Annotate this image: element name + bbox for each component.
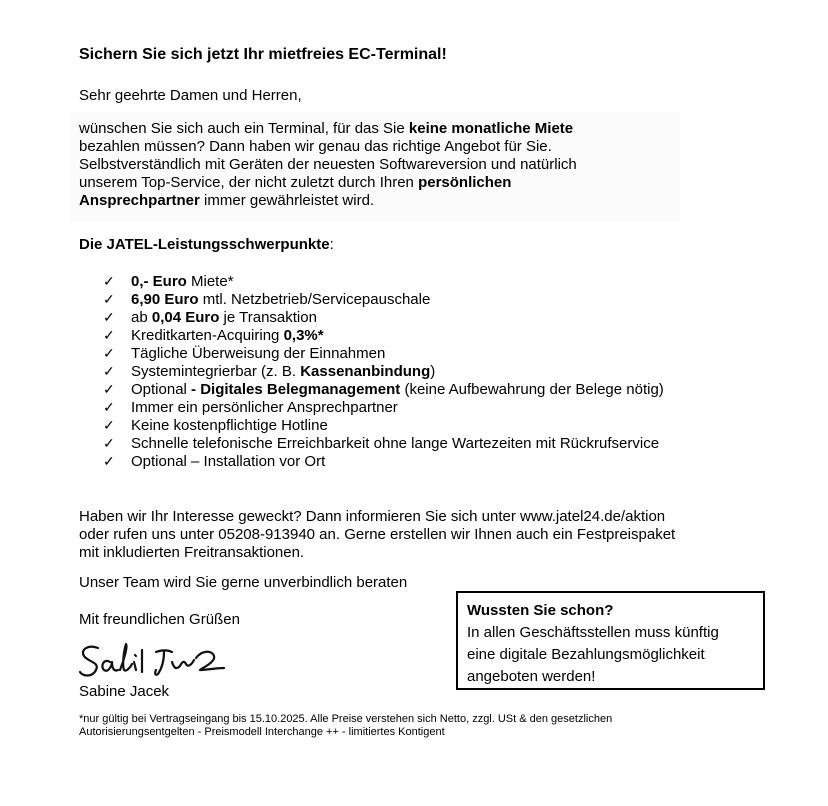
section-title — [79, 236, 334, 253]
info-box-line-1: In allen Geschäftsstellen muss künftig — [467, 624, 719, 641]
section-title-text: Die JATEL-Leistungsschwerpunkte — [79, 236, 330, 253]
intro-line-3: Selbstverständlich mit Geräten der neuesten Softwareversion und natürlich — [79, 156, 577, 173]
signer-name: Sabine Jacek — [79, 683, 170, 700]
benefit-item — [103, 326, 664, 344]
footnote-line-2: Autorisierungsentgelten - Preismodell Interchange ++ - limitiertes Kontigent — [79, 726, 445, 738]
intro-line-4-bold: persönlichen — [418, 174, 512, 191]
benefit-text: ab — [131, 309, 152, 326]
benefit-text: Optional — [131, 381, 192, 398]
footnote-line-1: *nur gültig bei Vertragseingang bis 15.10.2025. Alle Preise verstehen sich Netto, zzgl. USt & den gesetzlichen — [79, 713, 613, 725]
team-note: Unser Team wird Sie gerne unverbindlich beraten — [79, 574, 408, 591]
benefit-text: Tägliche Überweisung der Einnahmen — [131, 345, 386, 362]
intro-line-1-bold: keine monatliche Miete — [408, 120, 574, 137]
checkmark-icon: ✓ — [103, 399, 115, 415]
benefit-text: Schnelle telefonische Erreichbarkeit ohne lange Wartezeiten mit Rückrufservice — [131, 435, 660, 452]
benefit-text: Systemintegrierbar (z. B. — [131, 363, 301, 380]
intro-line-2: bezahlen müssen? Dann haben wir genau das richtige Angebot für Sie. — [79, 138, 552, 155]
intro-line-5-text: immer gewährleistet wird. — [199, 192, 375, 209]
benefit-item — [103, 380, 664, 398]
intro-line-4 — [79, 174, 511, 192]
footnote — [79, 713, 612, 739]
signature-image — [76, 640, 231, 685]
benefit-text: Keine kostenpflichtige Hotline — [131, 417, 328, 434]
checkmark-icon: ✓ — [103, 453, 115, 469]
benefit-item — [103, 308, 664, 326]
benefit-item — [103, 344, 664, 362]
checkmark-icon: ✓ — [103, 309, 115, 325]
intro-line-5 — [79, 192, 374, 210]
greeting: Sehr geehrte Damen und Herren, — [79, 87, 302, 104]
checkmark-icon: ✓ — [103, 417, 115, 433]
checkmark-icon: ✓ — [103, 363, 115, 379]
closing-paragraph — [79, 508, 675, 562]
closing-line-3: mit inkludierten Freitransaktionen. — [79, 544, 305, 561]
info-box-title: Wussten Sie schon? — [467, 602, 614, 619]
benefit-item — [103, 272, 664, 290]
closing-line-2: oder rufen uns unter 05208-913940 an. Gerne erstellen wir Ihnen auch ein Festpreispaket — [79, 526, 676, 543]
benefit-highlight: 6,90 Euro — [131, 291, 199, 308]
benefit-highlight: 0,- Euro — [131, 273, 187, 290]
benefit-suffix: Miete* — [186, 273, 234, 290]
benefit-suffix: ) — [430, 363, 436, 380]
info-box-line-3: angeboten werden! — [467, 668, 596, 685]
benefit-item — [103, 362, 664, 380]
benefit-highlight: 0,3%* — [283, 327, 324, 344]
intro-line-4-text: unserem Top-Service, der nicht zuletzt durch Ihren — [79, 174, 419, 191]
headline: Sichern Sie sich jetzt Ihr mietfreies EC-Terminal! — [79, 46, 447, 63]
intro-paragraph — [70, 112, 680, 222]
info-box — [456, 591, 765, 690]
checkmark-icon: ✓ — [103, 327, 115, 343]
checkmark-icon: ✓ — [103, 381, 115, 397]
regards: Mit freundlichen Grüßen — [79, 611, 240, 628]
checkmark-icon: ✓ — [103, 435, 115, 451]
benefits-list — [103, 272, 664, 470]
benefit-text: Immer ein persönlicher Ansprechpartner — [131, 399, 398, 416]
benefit-item — [103, 434, 664, 452]
intro-line-1 — [79, 120, 573, 138]
benefit-suffix: mtl. Netzbetrieb/Servicepauschale — [198, 291, 431, 308]
intro-line-1-text: wünschen Sie sich auch ein Terminal, für das Sie — [79, 120, 409, 137]
benefit-text: Optional – Installation vor Ort — [131, 453, 326, 470]
benefit-highlight: - Digitales Belegmanagement — [191, 381, 401, 398]
section-title-colon: : — [329, 236, 334, 253]
checkmark-icon: ✓ — [103, 291, 115, 307]
checkmark-icon: ✓ — [103, 345, 115, 361]
benefit-highlight: 0,04 Euro — [151, 309, 220, 326]
checkmark-icon: ✓ — [103, 273, 115, 289]
benefit-text: Kreditkarten-Acquiring — [131, 327, 284, 344]
info-box-line-2: eine digitale Bezahlungsmöglichkeit — [467, 646, 705, 663]
benefit-item — [103, 416, 664, 434]
benefit-suffix: (keine Aufbewahrung der Belege nötig) — [400, 381, 664, 398]
intro-line-5-bold: Ansprechpartner — [79, 192, 200, 209]
benefit-item — [103, 290, 664, 308]
benefit-highlight: Kassenanbindung — [300, 363, 431, 380]
benefit-item — [103, 398, 664, 416]
benefit-suffix: je Transaktion — [219, 309, 317, 326]
closing-line-1: Haben wir Ihr Interesse geweckt? Dann informieren Sie sich unter www.jatel24.de/aktion — [79, 508, 666, 525]
benefit-item — [103, 452, 664, 470]
